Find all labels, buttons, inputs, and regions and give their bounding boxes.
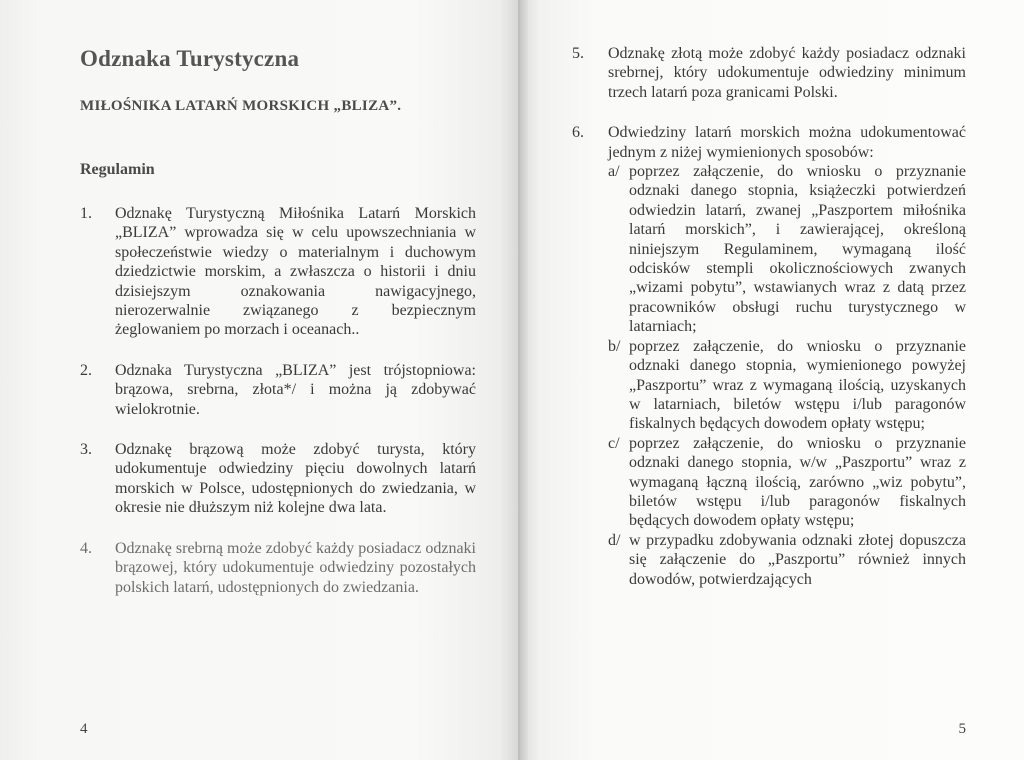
rule-text: Odznakę srebrną może zdobyć każdy posiadacz odznaki brązowej, który udokumentuje odwiedziny pozostałych polskich latarń, udostępnionych do zwiedzania. [115,539,476,596]
rule-number: 3. [80,441,92,459]
right-page [520,0,1024,760]
subitem-letter: d/ [608,531,621,549]
subitem-b [608,337,966,434]
rule-number: 6. [572,124,584,142]
subitem-text: poprzez załączenie, do wniosku o przyznanie odznaki danego stopnia, wymienionego powyżej „Paszportu” wraz z wymaganą ilością, uzyskanych w latarniach, biletów wstępu i/lub paragonów fiskalnych będących dowodem opłaty wstępu; [629,337,966,433]
subitem-letter: a/ [608,163,620,181]
rule-number: 2. [80,361,92,379]
subitem-d [608,531,966,589]
rule-text: Odznakę złotą może zdobyć każdy posiadacz odznaki srebrnej, który udokumentuje odwiedziny minimum trzech latarń poza granicami Polski. [608,45,966,101]
book-gutter [518,0,528,760]
page-subtitle: MIŁOŚNIKA LATARŃ MORSKICH „BLIZA”. [80,98,402,114]
rule-body [608,123,966,589]
subitem-text: poprzez załączenie, do wniosku o przyznanie odznaki danego stopnia, w/w „Paszportu” wraz z wymaganą łączną ilością, zarówno „wiz pobytu”, biletów wstępu i/lub paragonów fiskalnych będących dowodem opłaty wstępu; [629,434,966,530]
rule-text: Odwiedziny latarń morskich można udokumentować jednym z niżej wymienionych sposobów: [608,124,966,161]
subitem-c [608,434,966,531]
section-heading: Regulamin [80,161,155,178]
rule-text: Odznaka Turystyczna „BLIZA” jest trójstopniowa: brązowa, srebrna, złota*/ i można ją zdobywać wielokrotnie. [115,361,476,418]
page-number-right: 5 [958,721,966,737]
rule-item-1 [80,204,476,340]
rule-item-5 [572,44,966,102]
subitem-a [608,162,966,337]
page-number-left: 4 [80,721,88,737]
rule-item-4 [80,539,476,597]
rule-number: 1. [80,205,92,222]
page-title: Odznaka Turystyczna [80,46,300,71]
subitem-letter: c/ [608,434,620,452]
rule-item-6 [572,123,966,589]
rule-text: Odznakę Turystyczną Miłośnika Latarń Morskich „BLIZA” wprowadza się w celu upowszechniania w społeczeństwie wiedzy o materialnym i duchowym dziedzictwie morskim, a zwłaszcza o historii i dniu dzisiejszym oznakowania nawigacyjnego, nierozerwalnie związanego z bezpiecznym żeglowaniem po morzach i oceanach.. [115,205,476,339]
subitem-text: w przypadku zdobywania odznaki złotej dopuszcza się załączenie do „Paszportu” również innych dowodów, potwierdzających [629,531,966,588]
rule-text: Odznakę brązową może zdobyć turysta, który udokumentuje odwiedziny pięciu dowolnych latarń morskich w Polsce, udostępnionych do zwiedzania, w okresie nie dłuższym niż kolejne dwa lata. [115,441,476,517]
rule-number: 5. [572,45,584,62]
subitem-letter: b/ [608,337,621,355]
rule-item-2 [80,361,476,419]
rule-item-3 [80,440,476,518]
subitem-text: poprzez załączenie, do wniosku o przyznanie odznaki danego stopnia, książeczki potwierdzeń odwiedzin latarń, zwanej „Paszportem miłośnika latarń morskich”, i zawierającej, określoną niniejszym Regulaminem, wymaganą ilość odcisków stempli okolicznościowych zwanych „wizami pobytu”, wstawianych wraz z datą przez pracowników obsługi ruchu turystycznego w latarniach; [629,163,966,336]
rule-number: 4. [80,539,92,557]
